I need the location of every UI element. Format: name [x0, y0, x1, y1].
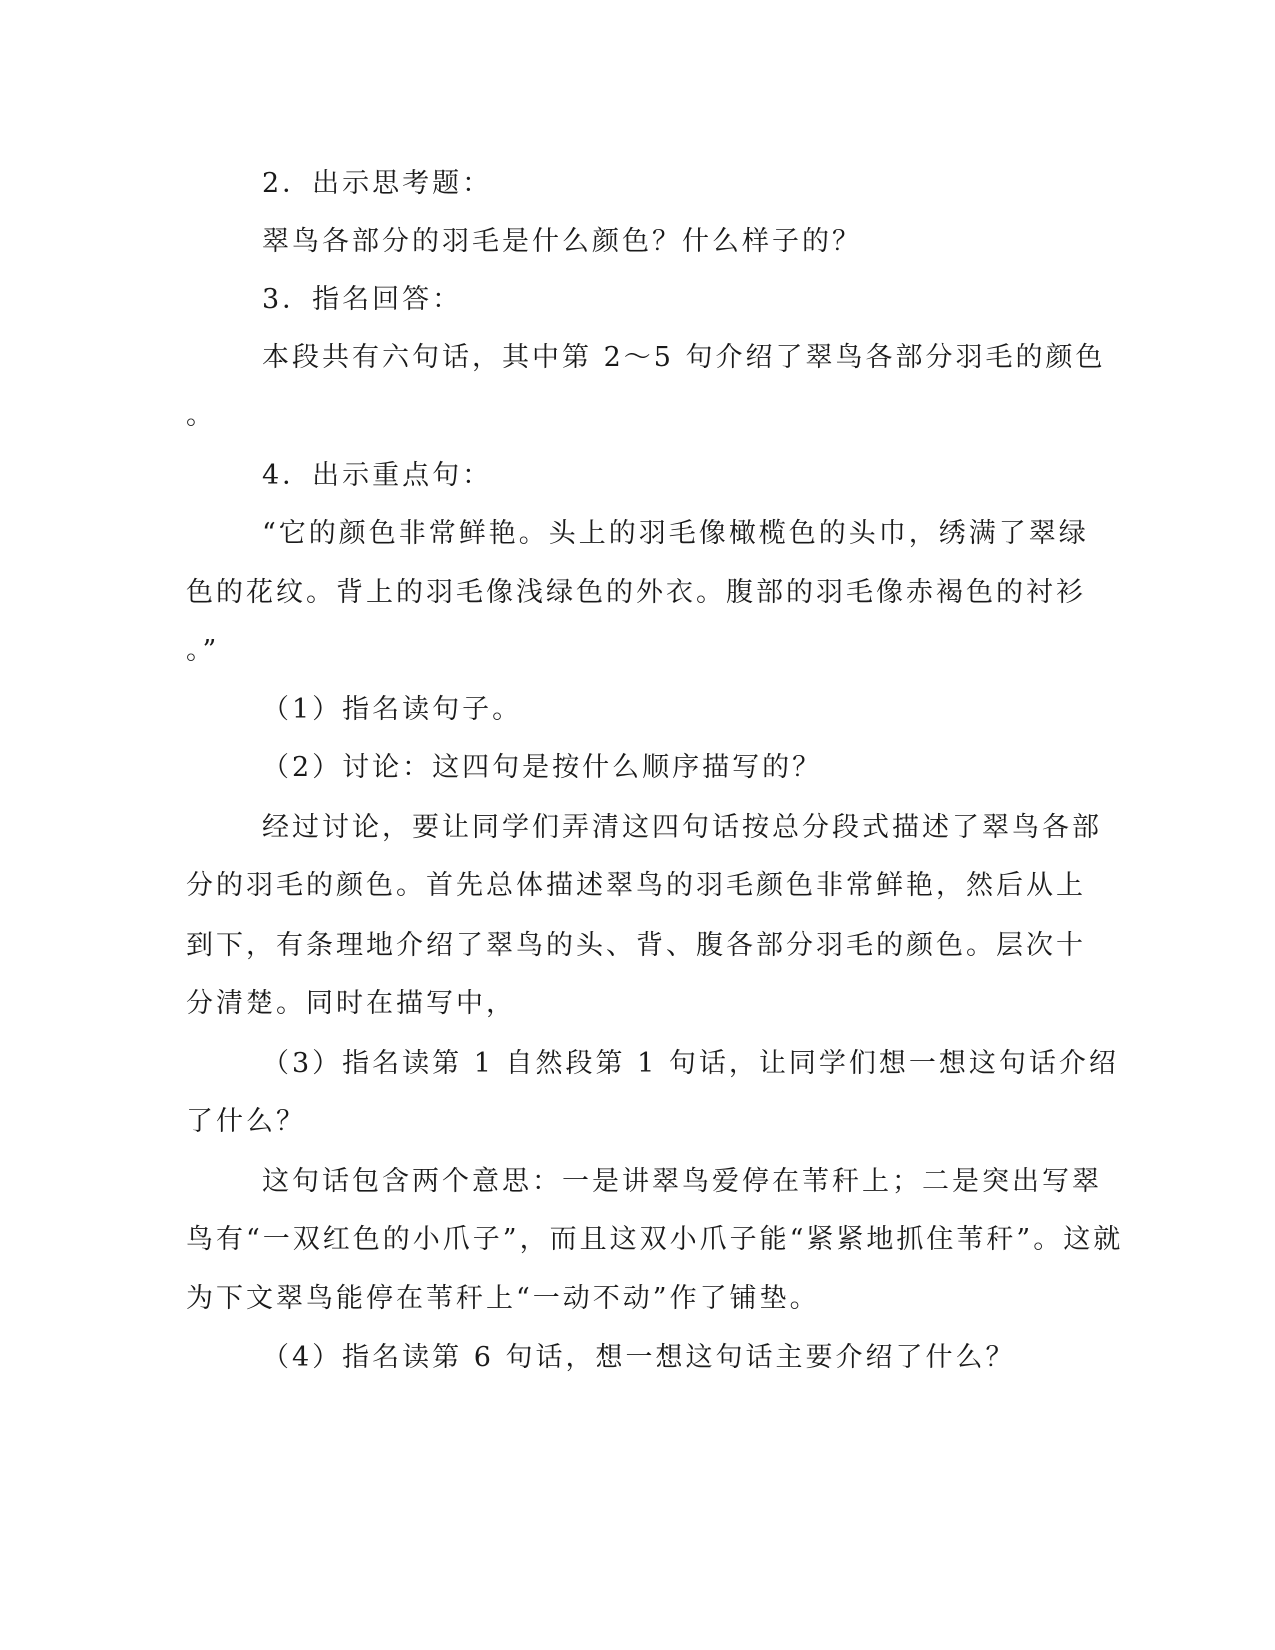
line-quote-3: 。”	[186, 635, 220, 666]
line-answer: 本段共有六句话，其中第 2～5 句介绍了翠鸟各部分羽毛的颜色	[262, 342, 1106, 373]
line-item-3: （3）指名读第 1 自然段第 1 句话，让同学们想一想这句话介绍	[262, 1048, 1119, 1079]
line-discussion-1: 经过讨论，要让同学们弄清这四句话按总分段式描述了翠鸟各部	[262, 812, 1102, 843]
line-explain-3: 为下文翠鸟能停在苇秆上“一动不动”作了铺垫。	[186, 1283, 820, 1314]
line-item-3-cont: 了什么？	[186, 1106, 306, 1137]
line-quote-2: 色的花纹。背上的羽毛像浅绿色的外衣。腹部的羽毛像赤褐色的衬衫	[186, 577, 1086, 608]
line-quote-1: “它的颜色非常鲜艳。头上的羽毛像橄榄色的头巾，绣满了翠绿	[262, 518, 1089, 549]
line-discussion-3: 到下，有条理地介绍了翠鸟的头、背、腹各部分羽毛的颜色。层次十	[186, 930, 1086, 961]
line-item-2: （2）讨论：这四句是按什么顺序描写的？	[262, 752, 823, 783]
line-discussion-2: 分的羽毛的颜色。首先总体描述翠鸟的羽毛颜色非常鲜艳，然后从上	[186, 870, 1086, 901]
line-heading-3: 3．指名回答：	[262, 284, 463, 315]
line-heading-2: 2．出示思考题：	[262, 168, 493, 199]
line-answer-cont: 。	[186, 400, 216, 431]
line-item-1: （1）指名读句子。	[262, 694, 523, 725]
line-heading-4: 4．出示重点句：	[262, 460, 493, 491]
line-discussion-4: 分清楚。同时在描写中，	[186, 988, 516, 1019]
line-item-4: （4）指名读第 6 句话，想一想这句话主要介绍了什么？	[262, 1342, 1016, 1373]
line-explain-1: 这句话包含两个意思：一是讲翠鸟爱停在苇秆上；二是突出写翠	[262, 1166, 1102, 1197]
line-explain-2: 鸟有“一双红色的小爪子”，而且这双小爪子能“紧紧地抓住苇秆”。这就	[186, 1224, 1124, 1255]
line-question: 翠鸟各部分的羽毛是什么颜色？什么样子的？	[262, 226, 862, 257]
